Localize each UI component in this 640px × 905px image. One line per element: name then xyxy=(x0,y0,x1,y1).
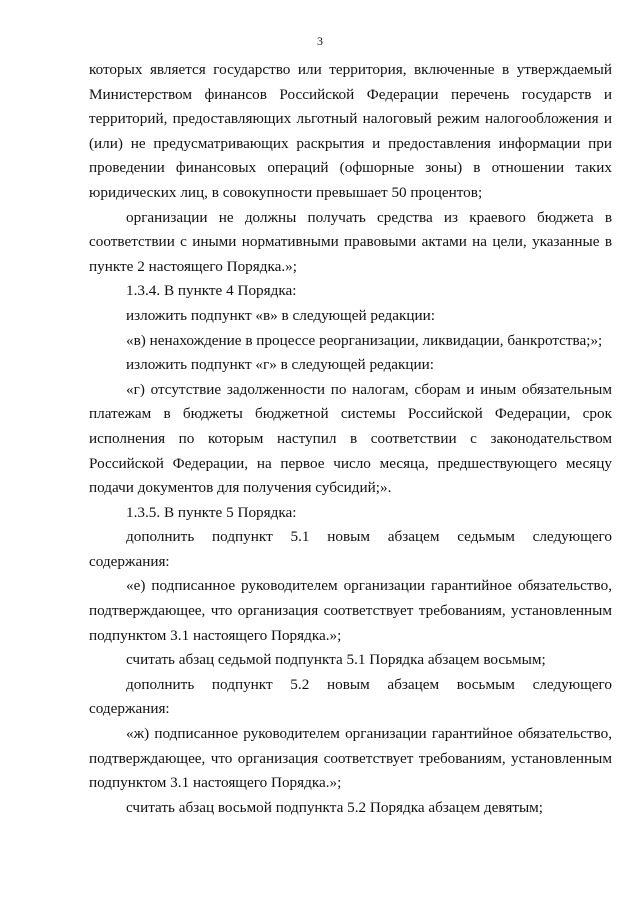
document-body xyxy=(89,58,612,820)
paragraph-subclause-e-text: «е) подписанное руководителем организации гарантийное обязательство, подтверждающее, что организация соответствует требованиям, установленным подпунктом 3.1 настоящего Порядка.»; xyxy=(89,577,612,644)
paragraph-amend-subclause-g: изложить подпункт «г» в следующей редакции: xyxy=(126,356,435,374)
paragraph-clause-1-3-4: 1.3.4. В пункте 4 Порядка: xyxy=(126,282,297,300)
paragraph-add-to-5-2: дополнить подпункт 5.2 новым абзацем восьмым следующего содержания: xyxy=(89,675,612,718)
page-number: 3 xyxy=(317,34,323,48)
paragraph-subclause-g-text: «г) отсутствие задолженности по налогам, сборам и иным обязательным платежам в бюджеты бюджетной системы Российской Федерации, срок исполнения по которым наступил в соответствии с законодательством Российской Федерации, на первое число месяца, предшествующего месяцу подачи документов для получения субсидий;». xyxy=(89,380,612,497)
paragraph-clause-1-3-5: 1.3.5. В пункте 5 Порядка: xyxy=(126,503,297,521)
paragraph-no-budget-funds: организации не должны получать средства из краевого бюджета в соответствии с иными нормативными правовыми актами на цели, указанные в пункте 2 настоящего Порядка.»; xyxy=(89,208,612,275)
paragraph-renumber-5-1: считать абзац седьмой подпункта 5.1 Порядка абзацем восьмым; xyxy=(126,651,546,669)
paragraph-add-to-5-1: дополнить подпункт 5.1 новым абзацем седьмым следующего содержания: xyxy=(89,528,612,570)
paragraph-subclause-v-text: «в) ненахождение в процессе реорганизации, ликвидации, банкротства;»; xyxy=(126,331,603,349)
paragraph-offshore-continuation: которых является государство или территория, включенные в утверждаемый Министерством финансов Российской Федерации перечень государств и территорий, предоставляющих льготный налоговый режим налогообложения и (или) не предусматривающих раскрытия и предоставления информации при проведении финансовых операций (офшорные зоны) в отношении таких юридических лиц, в совокупности превышает 50 процентов; xyxy=(89,61,612,201)
paragraph-subclause-zh-text: «ж) подписанное руководителем организации гарантийное обязательство, подтверждающее, что организация соответствует требованиям, установленным подпунктом 3.1 настоящего Порядка.»; xyxy=(89,725,612,792)
paragraph-renumber-5-2: считать абзац восьмой подпункта 5.2 Порядка абзацем девятым; xyxy=(126,798,544,816)
paragraph-amend-subclause-v: изложить подпункт «в» в следующей редакции: xyxy=(126,306,435,324)
